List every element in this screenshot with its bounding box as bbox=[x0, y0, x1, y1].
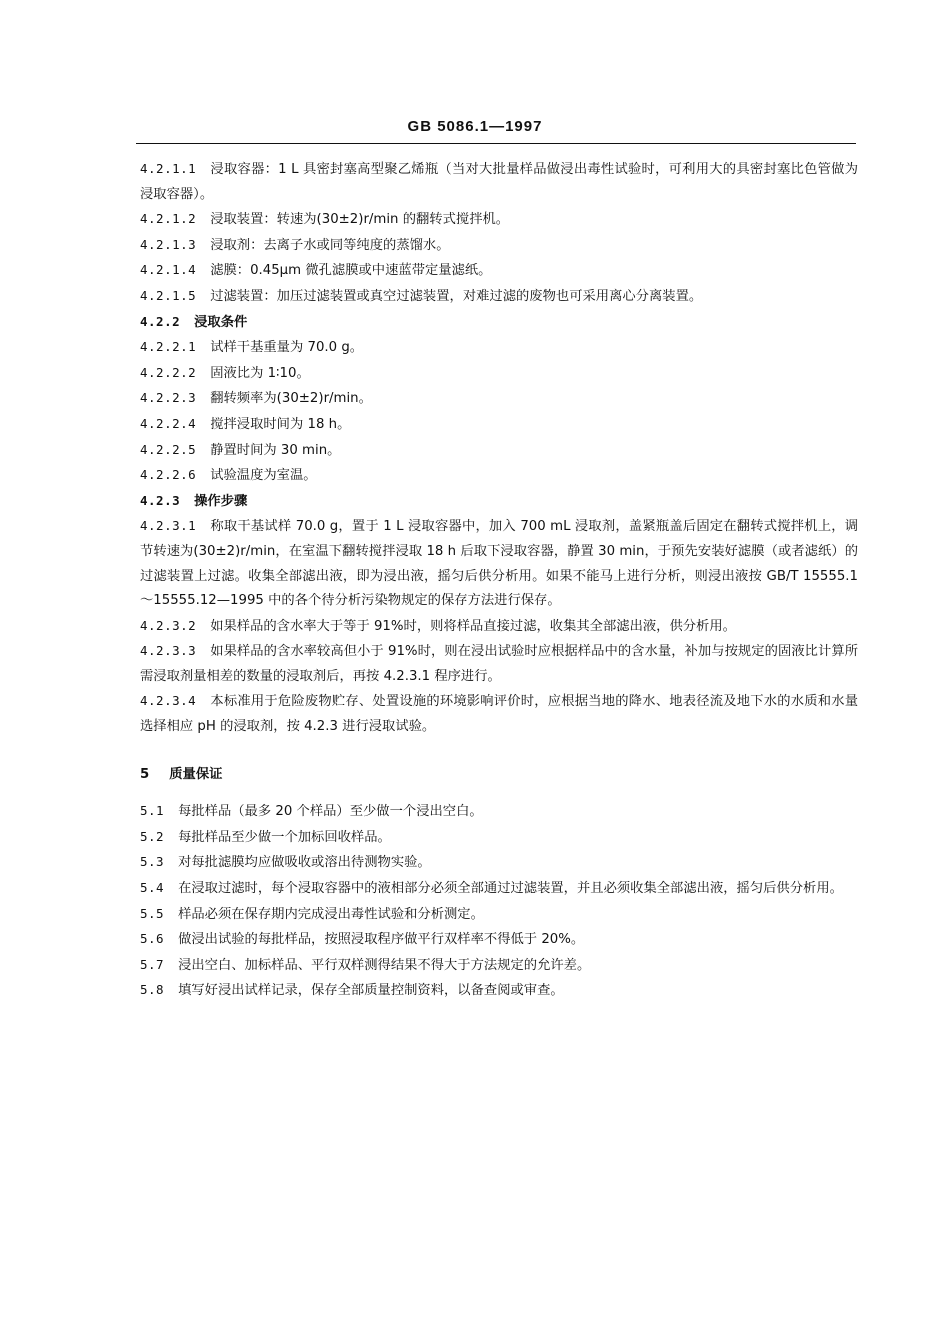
clause-text: 过滤装置：加压过滤装置或真空过滤装置，对难过滤的废物也可采用离心分离装置。 bbox=[210, 288, 703, 304]
clause-text: 浸取剂：去离子水或同等纯度的蒸馏水。 bbox=[210, 237, 450, 253]
clause-text: 操作步骤 bbox=[194, 493, 248, 509]
clause-number: 4.2.1.2 bbox=[140, 211, 197, 227]
clause-number: 4.2.1.5 bbox=[140, 287, 197, 303]
clause-paragraph bbox=[140, 639, 858, 689]
clause-paragraph bbox=[140, 284, 858, 310]
section-5-number: 5 bbox=[140, 766, 150, 782]
clause-text: 浸取装置：转速为(30±2)r/min 的翻转式搅拌机。 bbox=[210, 212, 510, 228]
clause-paragraph bbox=[140, 902, 858, 928]
clause-paragraph bbox=[140, 233, 858, 259]
clause-number: 4.2.3 bbox=[140, 492, 181, 508]
clause-text: 称取干基试样 70.0 g，置于 1 L 浸取容器中，加入 700 mL 浸取剂，盖紧瓶盖后固定在翻转式搅拌机上，调节转速为(30±2)r/min，在室温下翻转搅拌浸取 18 h 后取下浸取容器，静置 30 min，于预先安装好滤膜（或者滤纸）的过滤装置上过滤。收集全部滤出液，即为浸出液，摇匀后供分析用。如果不能马上进行分析，则浸出液按 GB/T 15555.1～15555.12—1995 中的各个待分析污染物规定的保存方法进行保存。 bbox=[140, 519, 858, 609]
clause-paragraph bbox=[140, 825, 858, 851]
section-gap bbox=[140, 740, 858, 763]
clause-text: 如果样品的含水率大于等于 91%时，则将样品直接过滤，收集其全部滤出液，供分析用。 bbox=[210, 618, 736, 634]
clause-paragraph bbox=[140, 978, 858, 1004]
clause-number: 4.2.1.4 bbox=[140, 262, 197, 278]
clause-paragraph bbox=[140, 927, 858, 953]
clause-number: 4.2.3.2 bbox=[140, 617, 197, 633]
clause-number: 4.2.3.3 bbox=[140, 643, 197, 659]
clause-paragraph bbox=[140, 953, 858, 979]
section-5-label: 质量保证 bbox=[169, 766, 223, 782]
clause-text: 浸取容器：1 L 具密封塞高型聚乙烯瓶（当对大批量样品做浸出毒性试验时，可利用大的具密封塞比色管做为浸取容器）。 bbox=[140, 162, 858, 202]
clause-number: 4.2.3.1 bbox=[140, 518, 197, 534]
clause-paragraph bbox=[140, 799, 858, 825]
clause-text: 每批样品（最多 20 个样品）至少做一个浸出空白。 bbox=[178, 804, 483, 820]
header-rule bbox=[136, 143, 856, 144]
page-header-title: GB 5086.1—1997 bbox=[407, 118, 543, 135]
clause-paragraph bbox=[140, 876, 858, 902]
clause-paragraph bbox=[140, 157, 858, 207]
clause-text: 固液比为 1∶10。 bbox=[210, 365, 310, 381]
clause-text: 如果样品的含水率较高但小于 91%时，则在浸出试验时应根据样品中的含水量，补加与按规定的固液比计算所需浸取剂量相差的数量的浸取剂后，再按 4.2.3.1 程序进行。 bbox=[140, 644, 858, 684]
clause-number: 5.4 bbox=[140, 880, 165, 896]
section-5-list bbox=[140, 799, 858, 1004]
clause-number: 4.2.2.1 bbox=[140, 339, 197, 355]
clause-text: 滤膜：0.45μm 微孔滤膜或中速蓝带定量滤纸。 bbox=[210, 263, 492, 279]
section-4-2-list bbox=[140, 157, 858, 740]
clause-number: 4.2.2.2 bbox=[140, 364, 197, 380]
clause-number: 4.2.3.4 bbox=[140, 693, 197, 709]
clause-number: 5.5 bbox=[140, 905, 165, 921]
clause-paragraph bbox=[140, 412, 858, 438]
clause-number: 4.2.2.3 bbox=[140, 390, 197, 406]
clause-paragraph bbox=[140, 489, 858, 515]
clause-number: 5.8 bbox=[140, 982, 165, 998]
section-5-spacer bbox=[140, 787, 858, 799]
clause-number: 5.7 bbox=[140, 956, 165, 972]
clause-text: 搅拌浸取时间为 18 h。 bbox=[210, 416, 351, 432]
clause-text: 对每批滤膜均应做吸收或溶出待测物实验。 bbox=[178, 855, 431, 871]
clause-text: 静置时间为 30 min。 bbox=[210, 442, 341, 458]
clause-number: 4.2.2.4 bbox=[140, 415, 197, 431]
clause-paragraph bbox=[140, 335, 858, 361]
clause-paragraph bbox=[140, 207, 858, 233]
clause-paragraph bbox=[140, 614, 858, 640]
clause-number: 5.3 bbox=[140, 854, 165, 870]
clause-number: 4.2.1.1 bbox=[140, 161, 197, 176]
clause-number: 4.2.2.5 bbox=[140, 441, 197, 457]
clause-number: 4.2.2 bbox=[140, 313, 181, 329]
clause-text: 每批样品至少做一个加标回收样品。 bbox=[178, 829, 391, 845]
clause-number: 4.2.2.6 bbox=[140, 467, 197, 483]
clause-text: 样品必须在保存期内完成浸出毒性试验和分析测定。 bbox=[178, 906, 484, 922]
clause-text: 在浸取过滤时，每个浸取容器中的液相部分必须全部通过过滤装置，并且必须收集全部滤出液，摇匀后供分析用。 bbox=[178, 881, 843, 897]
clause-number: 5.1 bbox=[140, 803, 165, 819]
clause-paragraph bbox=[140, 850, 858, 876]
clause-text: 填写好浸出试样记录，保存全部质量控制资料，以备查阅或审查。 bbox=[178, 983, 564, 999]
clause-text: 本标准用于危险废物贮存、处置设施的环境影响评价时，应根据当地的降水、地表径流及地下水的水质和水量选择相应 pH 的浸取剂，按 4.2.3 进行浸取试验。 bbox=[140, 694, 858, 735]
clause-number: 5.2 bbox=[140, 828, 165, 844]
clause-number: 5.6 bbox=[140, 931, 165, 947]
clause-text: 浸出空白、加标样品、平行双样测得结果不得大于方法规定的允许差。 bbox=[178, 957, 591, 973]
clause-paragraph bbox=[140, 310, 858, 336]
document-body bbox=[140, 157, 858, 1004]
clause-paragraph bbox=[140, 386, 858, 412]
section-5-title bbox=[140, 763, 858, 788]
clause-text: 试样干基重量为 70.0 g。 bbox=[210, 340, 364, 356]
clause-paragraph bbox=[140, 361, 858, 387]
clause-paragraph bbox=[140, 463, 858, 489]
clause-paragraph bbox=[140, 514, 858, 613]
clause-text: 浸取条件 bbox=[194, 314, 248, 330]
clause-text: 做浸出试验的每批样品，按照浸取程序做平行双样率不得低于 20%。 bbox=[178, 932, 585, 948]
clause-number: 4.2.1.3 bbox=[140, 236, 197, 252]
clause-paragraph bbox=[140, 438, 858, 464]
clause-paragraph bbox=[140, 258, 858, 284]
clause-paragraph bbox=[140, 689, 858, 739]
clause-text: 试验温度为室温。 bbox=[210, 468, 317, 484]
clause-text: 翻转频率为(30±2)r/min。 bbox=[210, 391, 372, 407]
